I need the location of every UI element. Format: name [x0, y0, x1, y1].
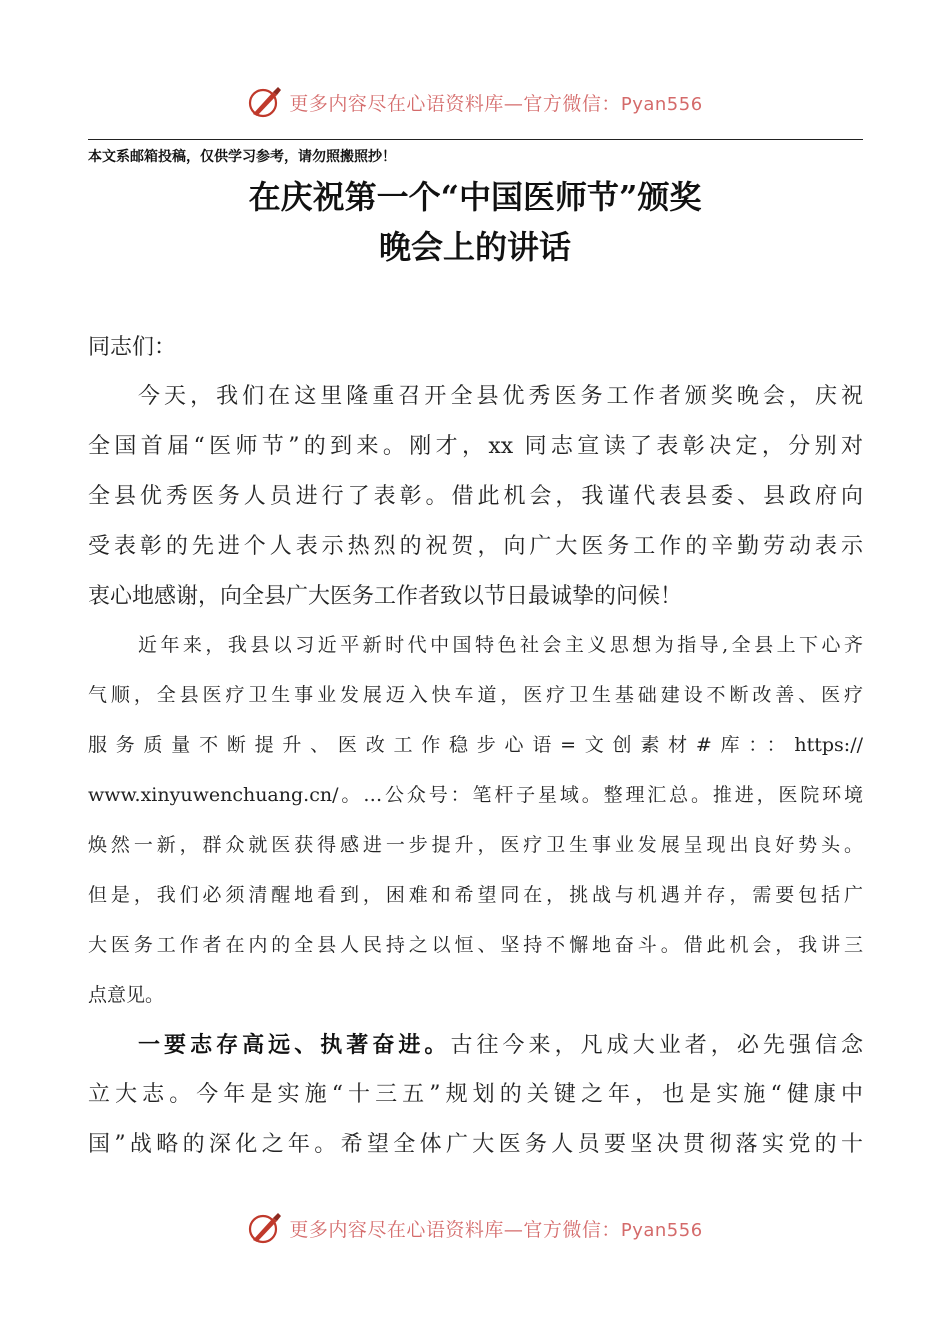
paragraph-1	[88, 372, 863, 622]
header-banner	[0, 84, 950, 120]
wechat-id: Pyan556	[620, 93, 703, 115]
paragraph-line: 全国首届“医师节”的到来。刚才，xx 同志宣读了表彰决定，分别对	[88, 434, 863, 459]
footer-banner	[0, 1210, 950, 1246]
paragraph-line: 但是，我们必须清醒地看到，困难和希望同在，挑战与机遇并存，需要包括广	[88, 884, 863, 906]
paragraph-line: 大医务工作者在内的全县人民持之以恒、坚持不懈地奋斗。借此机会，我讲三	[88, 934, 863, 956]
paragraph-line: 近年来，我县以习近平新时代中国特色社会主义思想为指导,全县上下心齐	[138, 634, 863, 656]
paragraph-line: 焕然一新，群众就医获得感进一步提升，医疗卫生事业发展呈现出良好势头。	[88, 834, 863, 856]
pen-logo-icon	[247, 1210, 283, 1246]
paragraph-line: 衷心地感谢，向全县广大医务工作者致以节日最诚挚的问候！	[88, 584, 683, 609]
paragraph-line: 全县优秀医务人员进行了表彰。借此机会，我谨代表县委、县政府向	[88, 484, 863, 509]
paragraph-line: 服务质量不断提升、医改工作稳步心语=文创素材#库：：https://	[88, 734, 863, 756]
header-rule	[88, 139, 863, 140]
submission-notice: 本文系邮箱投稿，仅供学习参考，请勿照搬照抄！	[88, 149, 396, 165]
greeting: 同志们：	[88, 335, 177, 360]
pen-logo-icon	[247, 84, 283, 120]
section-heading-rest: 古往今来，凡成大业者，必先强信念	[450, 1033, 863, 1058]
paragraph-line: 气顺，全县医疗卫生事业发展迈入快车道，医疗卫生基础建设不断改善、医疗	[88, 684, 863, 706]
wechat-id: Pyan556	[620, 1219, 703, 1241]
paragraph-line	[88, 1020, 863, 1070]
banner-text: 更多内容尽在心语资料库—官方微信：Pyan556	[289, 92, 703, 115]
paragraph-line: 立大志。今年是实施“十三五”规划的关键之年，也是实施“健康中	[88, 1082, 863, 1107]
paragraph-line: 受表彰的先进个人表示热烈的祝贺，向广大医务工作的辛勤劳动表示	[88, 534, 863, 559]
section-heading: 一要志存高远、执著奋进。	[138, 1032, 451, 1058]
paragraph-line: 点意见。	[88, 984, 165, 1006]
page-title-line-2: 晚会上的讲话	[378, 228, 571, 266]
paragraph-line: 国”战略的深化之年。希望全体广大医务人员要坚决贯彻落实党的十	[88, 1132, 863, 1157]
paragraph-line: www.xinyuwenchuang.cn/。…公众号：笔杆子星域。整理汇总。推进，医院环境	[88, 784, 863, 806]
paragraph-line: 今天，我们在这里隆重召开全县优秀医务工作者颁奖晚会，庆祝	[138, 384, 863, 409]
banner-text: 更多内容尽在心语资料库—官方微信：Pyan556	[289, 1218, 703, 1241]
paragraph-2	[88, 620, 863, 1020]
paragraph-3	[88, 1020, 863, 1170]
page-title-line-1: 在庆祝第一个“中国医师节”颁奖	[248, 178, 702, 216]
